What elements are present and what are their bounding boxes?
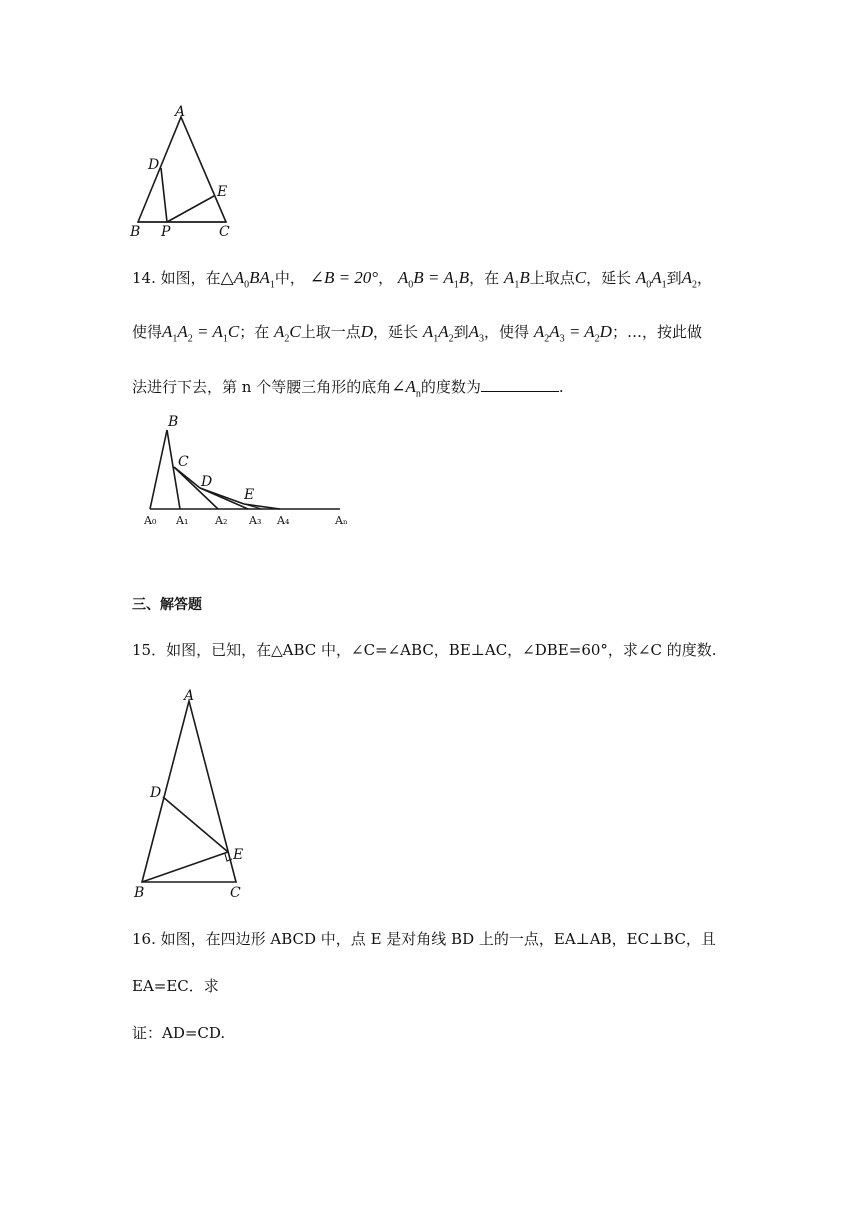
q14-text-10: ；在 [239, 323, 270, 342]
figure-q13 [128, 100, 238, 240]
q14-text-16: 法进行下去，第 n 个等腰三角形的底角 [132, 377, 392, 396]
label-c: C [230, 885, 241, 901]
answer-blank[interactable] [481, 377, 559, 392]
q14-text-12: ，延长 [373, 323, 419, 342]
question-15: 15．如图，已知，在△ABC 中，∠C=∠ABC，BE⊥AC，∠DBE=60°，求∠C 的度数. [132, 641, 717, 659]
q14-text-11: 上取一点 [300, 323, 361, 342]
label-a4: A₄ [277, 514, 290, 527]
q14-text-2: 中， [274, 269, 305, 287]
label-a: A [184, 688, 195, 704]
label-a: A [175, 104, 186, 120]
figure-q15 [130, 686, 260, 906]
q14-text-6: ，延长 [586, 269, 632, 287]
section-heading: 三、解答题 [132, 597, 202, 613]
question-16 [132, 916, 732, 1057]
q14-text-14: ，使得 [484, 323, 530, 342]
q14-number: 14. [132, 269, 156, 287]
label-a2: A₂ [215, 514, 228, 527]
label-a3: A₃ [249, 514, 262, 527]
q14-text-5: 上取点 [529, 269, 575, 287]
label-an: Aₙ [335, 514, 348, 527]
label-b: B [130, 224, 141, 240]
label-d: D [150, 785, 162, 801]
label-d: D [201, 474, 213, 490]
label-c: C [219, 224, 230, 240]
q14-text-9: 使得 [132, 323, 163, 342]
q14-text-4: ，在 [469, 269, 500, 287]
q14-text-18: . [558, 377, 564, 396]
q14-text-15: ；…，按此做 [611, 323, 702, 342]
label-d: D [148, 157, 160, 173]
q14-text-8: ， [697, 269, 713, 287]
label-p: P [161, 224, 171, 240]
label-e: E [217, 184, 228, 200]
label-a1: A₁ [176, 514, 189, 527]
q14-text-7: 到 [666, 269, 682, 287]
q16-line-2: 证：AD=CD. [132, 1024, 226, 1042]
label-c: C [178, 454, 189, 470]
label-a0: A₀ [144, 514, 157, 527]
figure-q14 [140, 410, 360, 535]
question-14: 14. 如图，在$\triangle A_0BA_1$中， ∠B = 20°， $A_0B = A_1B$，在 $A_1B$上取点C，延长 $A_0A_1$到$A_2$， 使得$A_1A_2 = A_1C$；在 $A_2C$上取一点D，延长 $A_1A_2$到$A_3$，使得 $A_2A_3 = A_2D$；…，按此做 法进行下去，第 n 个等腰三角形的底角$\angle A_n$的度数为 . [132, 268, 713, 400]
q14-text-17: 的度数为 [420, 377, 481, 396]
q16-line-1: 16. 如图，在四边形 ABCD 中，点 E 是对角线 BD 上的一点，EA⊥AB，EC⊥BC，且 EA=EC．求 [132, 930, 716, 995]
q14-text-3: ， [378, 269, 394, 287]
q14-text-1: 如图，在 [160, 269, 221, 287]
label-e: E [233, 847, 244, 863]
q14-text-13: 到 [453, 323, 469, 342]
label-e: E [244, 487, 255, 503]
label-b: B [168, 414, 179, 430]
label-b: B [134, 885, 145, 901]
